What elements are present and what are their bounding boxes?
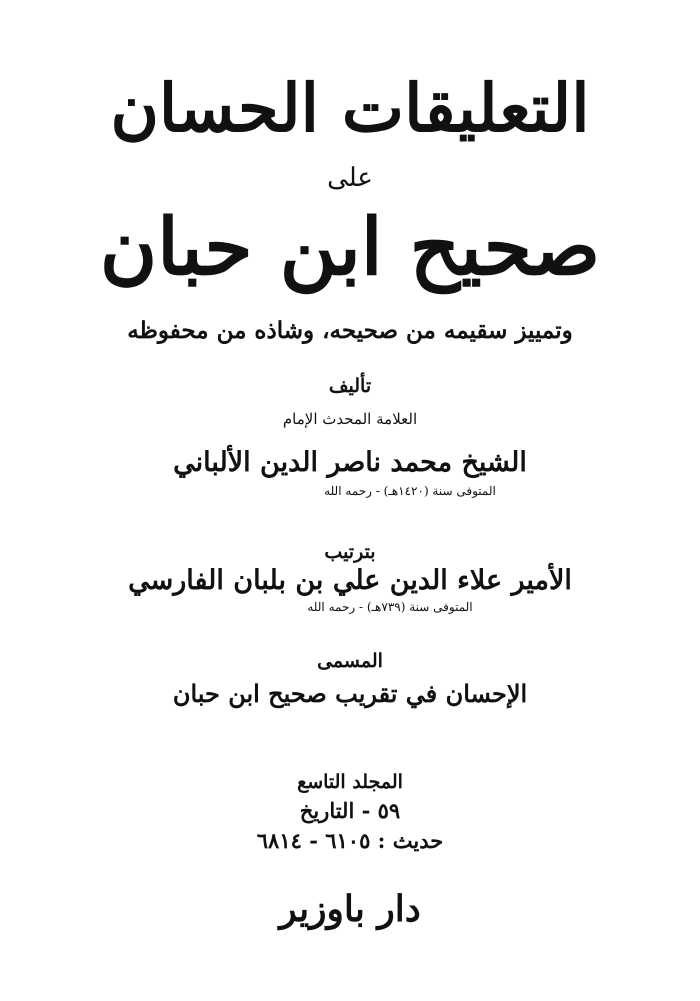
- arranger-name: الأمير علاء الدين علي بن بلبان الفارسي: [128, 565, 572, 596]
- title-connector: على: [327, 163, 373, 193]
- original-work-title: الإحسان في تقريب صحيح ابن حبان: [172, 679, 528, 708]
- subtitle: وتمييز سقيمه من صحيحه، وشاذه من محفوظه: [127, 317, 573, 344]
- authorship-label: تأليف: [328, 375, 372, 397]
- volume-book: ٥٩ - التاريخ: [299, 798, 401, 823]
- author-name: الشيخ محمد ناصر الدين الألباني: [173, 447, 527, 478]
- volume-label: المجلد التاسع: [297, 771, 403, 793]
- main-title: التعليقات الحسان: [110, 69, 590, 147]
- book-subject-title: صحيح ابن حبان: [99, 202, 601, 293]
- arranger-death-note: المتوفى سنة (٧٣٩هـ) - رحمه الله: [307, 600, 473, 614]
- author-honorific: العلامة المحدث الإمام: [282, 410, 418, 428]
- publisher-name: دار باوزير: [279, 888, 421, 930]
- named-label: المسمى: [317, 650, 383, 672]
- arrangement-label: بترتيب: [324, 541, 376, 563]
- author-death-note: المتوفى سنة (١٤٢٠هـ) - رحمه الله: [324, 484, 496, 498]
- hadith-range: حديث : ٦١٠٥ - ٦٨١٤: [256, 828, 444, 853]
